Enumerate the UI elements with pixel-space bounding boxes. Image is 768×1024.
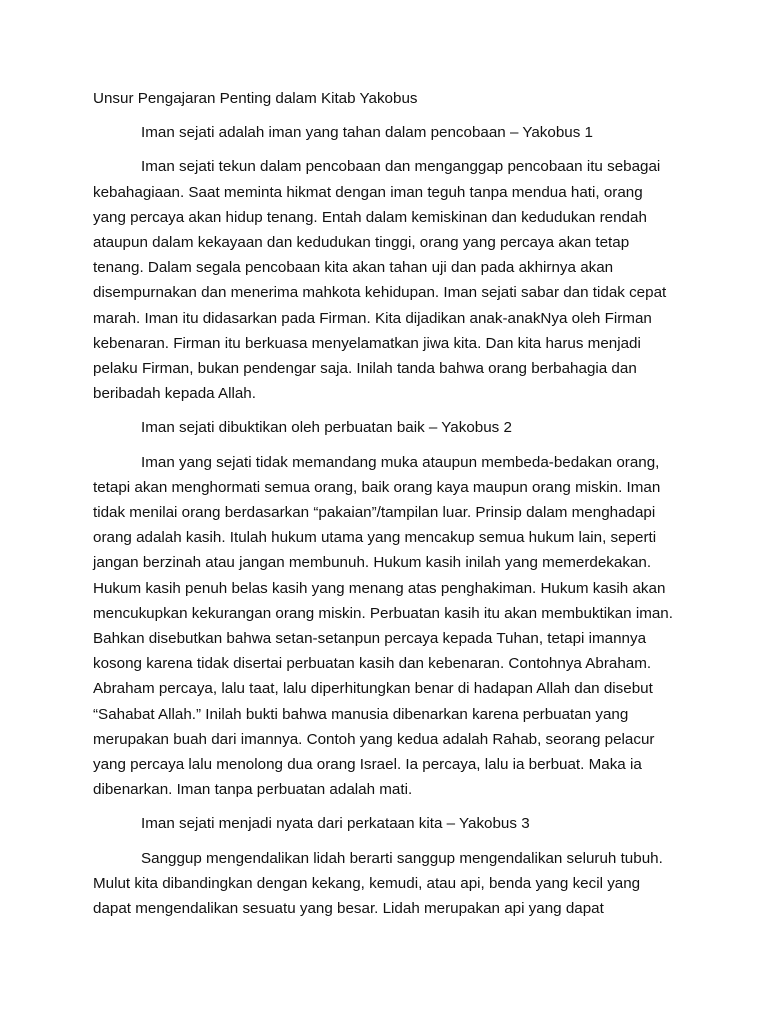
section-body-yakobus-1: Iman sejati tekun dalam pencobaan dan menganggap pencobaan itu sebagai kebahagiaan. Saat meminta hikmat dengan iman teguh tanpa mendua hati, orang yang percaya akan hidup tenang. Entah dalam kemiskinan dan kedudukan rendah ataupun dalam kekayaan dan kedudukan tinggi, orang yang percaya akan tetap tenang. Dalam segala pencobaan kita akan tahan uji dan pada akhirnya akan disempurnakan dan menerima mahkota kehidupan. Iman sejati sabar dan tidak cepat marah. Iman itu didasarkan pada Firman. Kita dijadikan anak-anakNya oleh Firman kebenaran. Firman itu berkuasa menyelamatkan jiwa kita. Dan kita harus menjadi pelaku Firman, bukan pendengar saja. Inilah tanda bahwa orang berbahagia dan beribadah kepada Allah. bbox=[93, 158, 667, 403]
section-heading-yakobus-3: Iman sejati menjadi nyata dari perkataan kita – Yakobus 3 bbox=[141, 815, 530, 833]
section-body-yakobus-3: Sanggup mengendalikan lidah berarti sanggup mengendalikan seluruh tubuh. Mulut kita dibandingkan dengan kekang, kemudi, atau api, benda yang kecil yang dapat mengendalikan sesuatu yang besar. Lidah merupakan api yang dapat bbox=[93, 849, 663, 918]
section-heading-yakobus-1: Iman sejati adalah iman yang tahan dalam pencobaan – Yakobus 1 bbox=[141, 124, 594, 142]
section-body-yakobus-2: Iman yang sejati tidak memandang muka ataupun membeda-bedakan orang, tetapi akan menghormati semua orang, baik orang kaya maupun orang miskin. Iman tidak menilai orang berdasarkan “pakaian”/tampilan luar. Prinsip dalam menghadapi orang adalah kasih. Itulah hukum utama yang mencakup semua hukum lain, seperti jangan berzinah atau jangan membunuh. Hukum kasih inilah yang memerdekakan. Hukum kasih penuh belas kasih yang menang atas penghakiman. Hukum kasih akan mencukupkan kekurangan orang miskin. Perbuatan kasih itu akan membuktikan iman. Bahkan disebutkan bahwa setan-setanpun percaya kepada Tuhan, tetapi imannya kosong karena tidak disertai perbuatan kasih dan kebenaran. Contohnya Abraham. Abraham percaya, lalu taat, lalu diperhitungkan benar di hadapan Allah dan disebut “Sahabat Allah.” Inilah bukti bahwa manusia dibenarkan karena perbuatan yang merupakan buah dari imannya. Contoh yang kedua adalah Rahab, seorang pelacur yang percaya lalu menolong dua orang Israel. Ia percaya, lalu ia berbuat. Maka ia dibenarkan. Iman tanpa perbuatan adalah mati. bbox=[93, 453, 673, 799]
document-title: Unsur Pengajaran Penting dalam Kitab Yakobus bbox=[93, 90, 418, 107]
section-heading-yakobus-2: Iman sejati dibuktikan oleh perbuatan baik – Yakobus 2 bbox=[141, 419, 512, 437]
document-page bbox=[93, 86, 678, 930]
